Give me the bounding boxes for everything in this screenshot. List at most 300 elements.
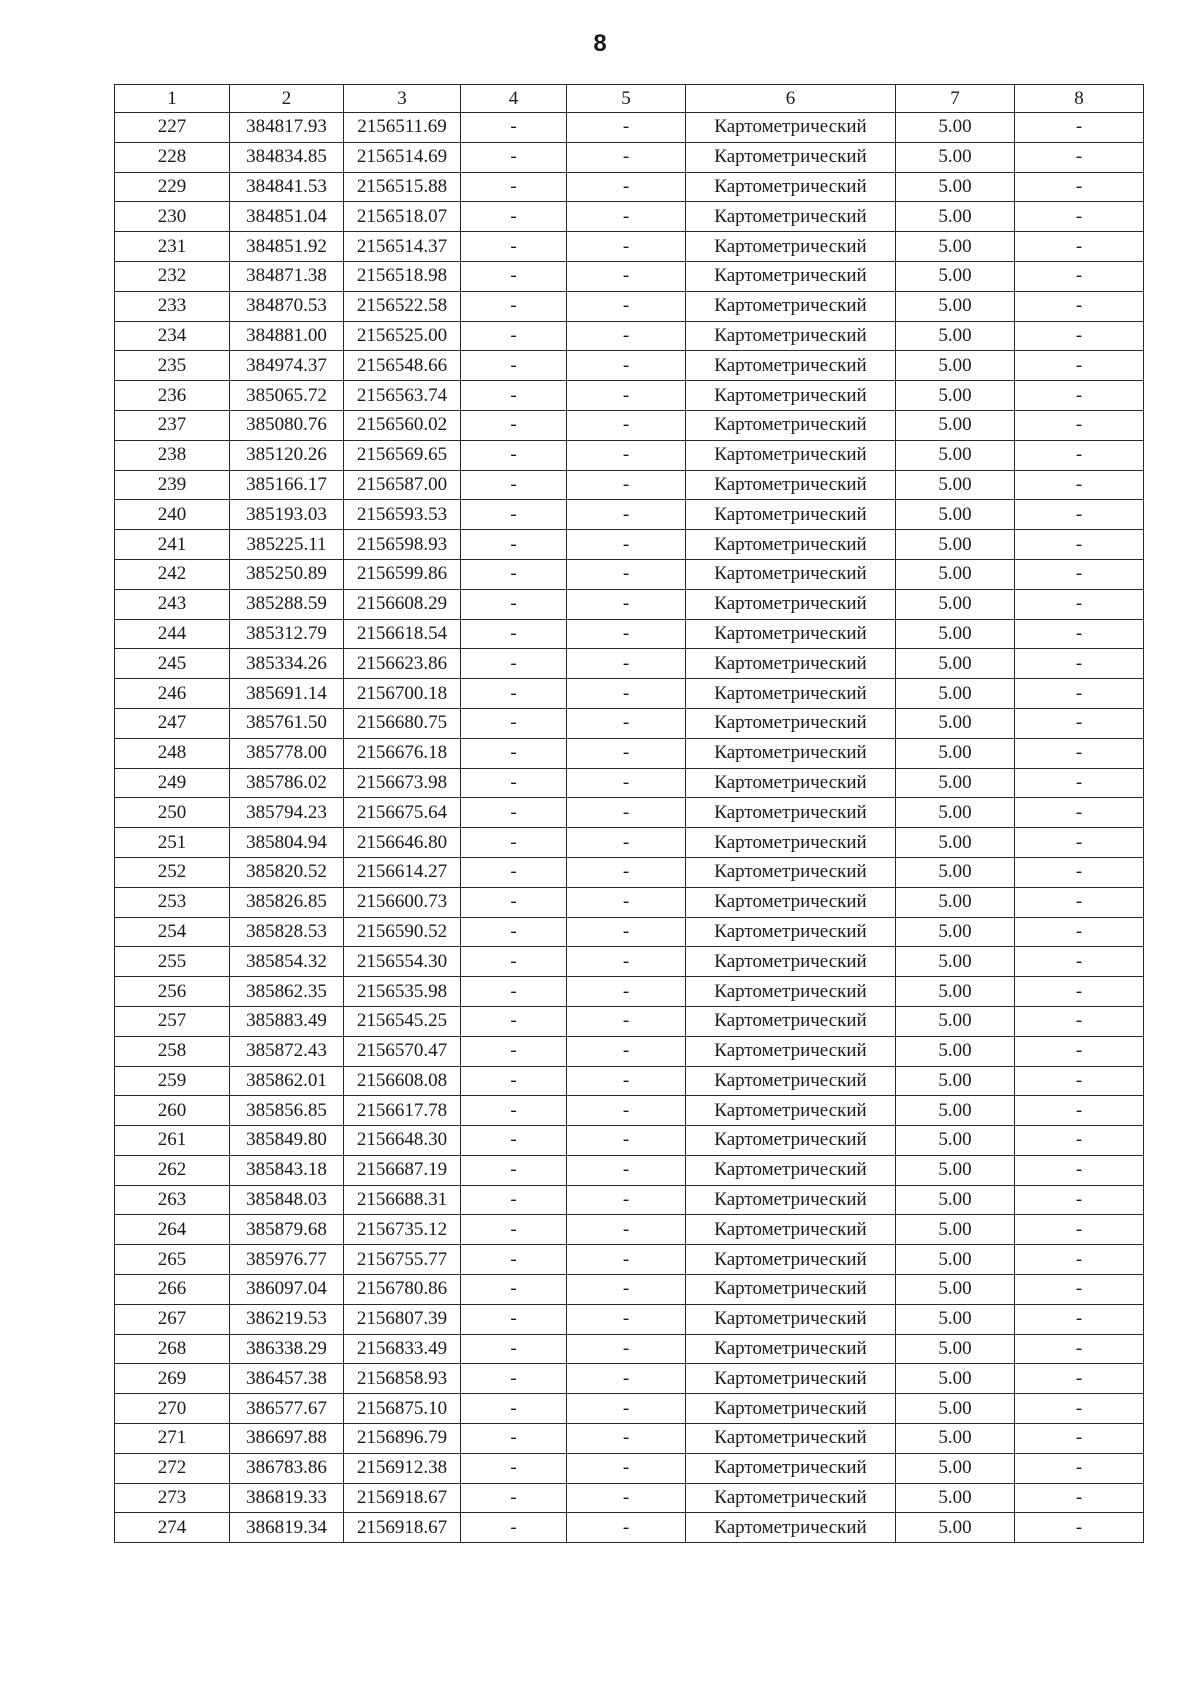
accuracy-cell: 5.00 <box>896 917 1015 947</box>
col5-cell: - <box>567 1185 686 1215</box>
y-coordinate-cell: 2156735.12 <box>344 1215 461 1245</box>
column-header: 3 <box>344 85 461 113</box>
method-cell: Картометрический <box>686 321 896 351</box>
x-coordinate-cell: 385250.89 <box>230 559 344 589</box>
y-coordinate-cell: 2156608.29 <box>344 589 461 619</box>
y-coordinate-cell: 2156617.78 <box>344 1096 461 1126</box>
point-number-cell: 267 <box>115 1304 230 1334</box>
x-coordinate-cell: 385848.03 <box>230 1185 344 1215</box>
table-row <box>115 1096 1144 1126</box>
col8-cell: - <box>1015 172 1144 202</box>
point-number-cell: 245 <box>115 649 230 679</box>
col5-cell: - <box>567 1155 686 1185</box>
col5-cell: - <box>567 440 686 470</box>
point-number-cell: 251 <box>115 828 230 858</box>
point-number-cell: 231 <box>115 232 230 262</box>
col5-cell: - <box>567 857 686 887</box>
accuracy-cell: 5.00 <box>896 142 1015 172</box>
col8-cell: - <box>1015 1066 1144 1096</box>
table-row <box>115 828 1144 858</box>
col8-cell: - <box>1015 1424 1144 1454</box>
y-coordinate-cell: 2156807.39 <box>344 1304 461 1334</box>
y-coordinate-cell: 2156688.31 <box>344 1185 461 1215</box>
col8-cell: - <box>1015 381 1144 411</box>
y-coordinate-cell: 2156545.25 <box>344 1006 461 1036</box>
col5-cell: - <box>567 1006 686 1036</box>
col8-cell: - <box>1015 470 1144 500</box>
table-row <box>115 738 1144 768</box>
col5-cell: - <box>567 291 686 321</box>
accuracy-cell: 5.00 <box>896 530 1015 560</box>
point-number-cell: 246 <box>115 679 230 709</box>
col8-cell: - <box>1015 1304 1144 1334</box>
point-number-cell: 261 <box>115 1126 230 1156</box>
col8-cell: - <box>1015 1126 1144 1156</box>
col8-cell: - <box>1015 887 1144 917</box>
point-number-cell: 264 <box>115 1215 230 1245</box>
col4-cell: - <box>461 1394 567 1424</box>
col8-cell: - <box>1015 202 1144 232</box>
point-number-cell: 227 <box>115 113 230 143</box>
point-number-cell: 255 <box>115 947 230 977</box>
col8-cell: - <box>1015 1245 1144 1275</box>
accuracy-cell: 5.00 <box>896 261 1015 291</box>
table-row <box>115 142 1144 172</box>
x-coordinate-cell: 385849.80 <box>230 1126 344 1156</box>
method-cell: Картометрический <box>686 1245 896 1275</box>
col4-cell: - <box>461 1066 567 1096</box>
y-coordinate-cell: 2156548.66 <box>344 351 461 381</box>
col8-cell: - <box>1015 917 1144 947</box>
table-row <box>115 410 1144 440</box>
y-coordinate-cell: 2156563.74 <box>344 381 461 411</box>
col4-cell: - <box>461 232 567 262</box>
accuracy-cell: 5.00 <box>896 113 1015 143</box>
x-coordinate-cell: 385856.85 <box>230 1096 344 1126</box>
x-coordinate-cell: 385778.00 <box>230 738 344 768</box>
col5-cell: - <box>567 1066 686 1096</box>
y-coordinate-cell: 2156514.37 <box>344 232 461 262</box>
table-row <box>115 619 1144 649</box>
x-coordinate-cell: 385976.77 <box>230 1245 344 1275</box>
col8-cell: - <box>1015 768 1144 798</box>
x-coordinate-cell: 385786.02 <box>230 768 344 798</box>
col4-cell: - <box>461 1334 567 1364</box>
col5-cell: - <box>567 470 686 500</box>
col4-cell: - <box>461 649 567 679</box>
x-coordinate-cell: 385843.18 <box>230 1155 344 1185</box>
col5-cell: - <box>567 1096 686 1126</box>
x-coordinate-cell: 385862.01 <box>230 1066 344 1096</box>
column-header: 7 <box>896 85 1015 113</box>
y-coordinate-cell: 2156522.58 <box>344 291 461 321</box>
col8-cell: - <box>1015 649 1144 679</box>
point-number-cell: 229 <box>115 172 230 202</box>
col4-cell: - <box>461 619 567 649</box>
table-row <box>115 1483 1144 1513</box>
col5-cell: - <box>567 113 686 143</box>
table-row <box>115 500 1144 530</box>
col8-cell: - <box>1015 1334 1144 1364</box>
point-number-cell: 266 <box>115 1275 230 1305</box>
accuracy-cell: 5.00 <box>896 589 1015 619</box>
point-number-cell: 268 <box>115 1334 230 1364</box>
col4-cell: - <box>461 559 567 589</box>
col4-cell: - <box>461 1513 567 1543</box>
accuracy-cell: 5.00 <box>896 857 1015 887</box>
x-coordinate-cell: 385761.50 <box>230 708 344 738</box>
point-number-cell: 232 <box>115 261 230 291</box>
col5-cell: - <box>567 768 686 798</box>
col8-cell: - <box>1015 1006 1144 1036</box>
x-coordinate-cell: 385862.35 <box>230 977 344 1007</box>
col5-cell: - <box>567 500 686 530</box>
accuracy-cell: 5.00 <box>896 1453 1015 1483</box>
col8-cell: - <box>1015 977 1144 1007</box>
accuracy-cell: 5.00 <box>896 1513 1015 1543</box>
method-cell: Картометрический <box>686 1215 896 1245</box>
table-row <box>115 947 1144 977</box>
x-coordinate-cell: 386697.88 <box>230 1424 344 1454</box>
method-cell: Картометрический <box>686 1364 896 1394</box>
method-cell: Картометрический <box>686 261 896 291</box>
method-cell: Картометрический <box>686 381 896 411</box>
accuracy-cell: 5.00 <box>896 977 1015 1007</box>
method-cell: Картометрический <box>686 351 896 381</box>
point-number-cell: 239 <box>115 470 230 500</box>
method-cell: Картометрический <box>686 1036 896 1066</box>
col8-cell: - <box>1015 530 1144 560</box>
table-row <box>115 977 1144 1007</box>
col5-cell: - <box>567 798 686 828</box>
point-number-cell: 248 <box>115 738 230 768</box>
y-coordinate-cell: 2156875.10 <box>344 1394 461 1424</box>
point-number-cell: 238 <box>115 440 230 470</box>
accuracy-cell: 5.00 <box>896 1155 1015 1185</box>
col5-cell: - <box>567 1036 686 1066</box>
col5-cell: - <box>567 917 686 947</box>
y-coordinate-cell: 2156569.65 <box>344 440 461 470</box>
col8-cell: - <box>1015 1513 1144 1543</box>
method-cell: Картометрический <box>686 530 896 560</box>
col8-cell: - <box>1015 1394 1144 1424</box>
col4-cell: - <box>461 1126 567 1156</box>
x-coordinate-cell: 385288.59 <box>230 589 344 619</box>
col8-cell: - <box>1015 261 1144 291</box>
col5-cell: - <box>567 321 686 351</box>
col5-cell: - <box>567 649 686 679</box>
col8-cell: - <box>1015 142 1144 172</box>
col4-cell: - <box>461 977 567 1007</box>
method-cell: Картометрический <box>686 768 896 798</box>
method-cell: Картометрический <box>686 1096 896 1126</box>
table-row <box>115 261 1144 291</box>
method-cell: Картометрический <box>686 113 896 143</box>
accuracy-cell: 5.00 <box>896 1424 1015 1454</box>
point-number-cell: 272 <box>115 1453 230 1483</box>
col8-cell: - <box>1015 440 1144 470</box>
point-number-cell: 271 <box>115 1424 230 1454</box>
y-coordinate-cell: 2156600.73 <box>344 887 461 917</box>
method-cell: Картометрический <box>686 708 896 738</box>
x-coordinate-cell: 385225.11 <box>230 530 344 560</box>
table-row <box>115 768 1144 798</box>
y-coordinate-cell: 2156755.77 <box>344 1245 461 1275</box>
x-coordinate-cell: 386338.29 <box>230 1334 344 1364</box>
table-row <box>115 1453 1144 1483</box>
accuracy-cell: 5.00 <box>896 500 1015 530</box>
accuracy-cell: 5.00 <box>896 679 1015 709</box>
point-number-cell: 241 <box>115 530 230 560</box>
y-coordinate-cell: 2156896.79 <box>344 1424 461 1454</box>
table-row <box>115 1155 1144 1185</box>
col5-cell: - <box>567 1126 686 1156</box>
col4-cell: - <box>461 530 567 560</box>
point-number-cell: 273 <box>115 1483 230 1513</box>
x-coordinate-cell: 385691.14 <box>230 679 344 709</box>
method-cell: Картометрический <box>686 798 896 828</box>
method-cell: Картометрический <box>686 559 896 589</box>
accuracy-cell: 5.00 <box>896 1066 1015 1096</box>
accuracy-cell: 5.00 <box>896 828 1015 858</box>
col4-cell: - <box>461 202 567 232</box>
col4-cell: - <box>461 142 567 172</box>
accuracy-cell: 5.00 <box>896 798 1015 828</box>
table-row <box>115 291 1144 321</box>
col5-cell: - <box>567 172 686 202</box>
x-coordinate-cell: 385872.43 <box>230 1036 344 1066</box>
y-coordinate-cell: 2156614.27 <box>344 857 461 887</box>
col5-cell: - <box>567 589 686 619</box>
method-cell: Картометрический <box>686 291 896 321</box>
col5-cell: - <box>567 1334 686 1364</box>
y-coordinate-cell: 2156570.47 <box>344 1036 461 1066</box>
y-coordinate-cell: 2156518.98 <box>344 261 461 291</box>
method-cell: Картометрический <box>686 1126 896 1156</box>
col8-cell: - <box>1015 679 1144 709</box>
y-coordinate-cell: 2156675.64 <box>344 798 461 828</box>
col8-cell: - <box>1015 738 1144 768</box>
y-coordinate-cell: 2156514.69 <box>344 142 461 172</box>
col5-cell: - <box>567 1215 686 1245</box>
coordinates-table <box>114 84 1144 1543</box>
y-coordinate-cell: 2156680.75 <box>344 708 461 738</box>
accuracy-cell: 5.00 <box>896 768 1015 798</box>
accuracy-cell: 5.00 <box>896 1275 1015 1305</box>
y-coordinate-cell: 2156554.30 <box>344 947 461 977</box>
column-header: 6 <box>686 85 896 113</box>
x-coordinate-cell: 385334.26 <box>230 649 344 679</box>
method-cell: Картометрический <box>686 887 896 917</box>
col5-cell: - <box>567 1275 686 1305</box>
table-row <box>115 1006 1144 1036</box>
col8-cell: - <box>1015 559 1144 589</box>
point-number-cell: 249 <box>115 768 230 798</box>
col4-cell: - <box>461 470 567 500</box>
column-header: 4 <box>461 85 567 113</box>
col5-cell: - <box>567 977 686 1007</box>
col4-cell: - <box>461 828 567 858</box>
x-coordinate-cell: 385883.49 <box>230 1006 344 1036</box>
y-coordinate-cell: 2156590.52 <box>344 917 461 947</box>
method-cell: Картометрический <box>686 1006 896 1036</box>
point-number-cell: 234 <box>115 321 230 351</box>
col4-cell: - <box>461 708 567 738</box>
col8-cell: - <box>1015 1453 1144 1483</box>
col5-cell: - <box>567 1424 686 1454</box>
method-cell: Картометрический <box>686 1155 896 1185</box>
point-number-cell: 270 <box>115 1394 230 1424</box>
point-number-cell: 235 <box>115 351 230 381</box>
x-coordinate-cell: 386577.67 <box>230 1394 344 1424</box>
table-row <box>115 559 1144 589</box>
col4-cell: - <box>461 1215 567 1245</box>
point-number-cell: 259 <box>115 1066 230 1096</box>
col8-cell: - <box>1015 1364 1144 1394</box>
accuracy-cell: 5.00 <box>896 321 1015 351</box>
col4-cell: - <box>461 1275 567 1305</box>
table-row <box>115 232 1144 262</box>
accuracy-cell: 5.00 <box>896 1006 1015 1036</box>
col4-cell: - <box>461 1096 567 1126</box>
accuracy-cell: 5.00 <box>896 381 1015 411</box>
accuracy-cell: 5.00 <box>896 1126 1015 1156</box>
col4-cell: - <box>461 113 567 143</box>
method-cell: Картометрический <box>686 828 896 858</box>
method-cell: Картометрический <box>686 619 896 649</box>
table-row <box>115 1215 1144 1245</box>
table-row <box>115 321 1144 351</box>
table-row <box>115 1126 1144 1156</box>
col5-cell: - <box>567 410 686 440</box>
x-coordinate-cell: 386097.04 <box>230 1275 344 1305</box>
x-coordinate-cell: 385794.23 <box>230 798 344 828</box>
accuracy-cell: 5.00 <box>896 1036 1015 1066</box>
method-cell: Картометрический <box>686 1334 896 1364</box>
table-row <box>115 202 1144 232</box>
point-number-cell: 230 <box>115 202 230 232</box>
col4-cell: - <box>461 887 567 917</box>
col4-cell: - <box>461 381 567 411</box>
x-coordinate-cell: 386457.38 <box>230 1364 344 1394</box>
x-coordinate-cell: 385166.17 <box>230 470 344 500</box>
table-row <box>115 1036 1144 1066</box>
table-row <box>115 351 1144 381</box>
point-number-cell: 240 <box>115 500 230 530</box>
col4-cell: - <box>461 1483 567 1513</box>
col5-cell: - <box>567 381 686 411</box>
point-number-cell: 236 <box>115 381 230 411</box>
accuracy-cell: 5.00 <box>896 1304 1015 1334</box>
table-row <box>115 1424 1144 1454</box>
col8-cell: - <box>1015 708 1144 738</box>
y-coordinate-cell: 2156525.00 <box>344 321 461 351</box>
col5-cell: - <box>567 1364 686 1394</box>
table-row <box>115 917 1144 947</box>
y-coordinate-cell: 2156687.19 <box>344 1155 461 1185</box>
col4-cell: - <box>461 1453 567 1483</box>
col8-cell: - <box>1015 1155 1144 1185</box>
column-header: 5 <box>567 85 686 113</box>
col5-cell: - <box>567 1304 686 1334</box>
y-coordinate-cell: 2156618.54 <box>344 619 461 649</box>
accuracy-cell: 5.00 <box>896 1483 1015 1513</box>
method-cell: Картометрический <box>686 649 896 679</box>
accuracy-cell: 5.00 <box>896 619 1015 649</box>
point-number-cell: 244 <box>115 619 230 649</box>
point-number-cell: 247 <box>115 708 230 738</box>
col4-cell: - <box>461 1304 567 1334</box>
x-coordinate-cell: 384834.85 <box>230 142 344 172</box>
point-number-cell: 256 <box>115 977 230 1007</box>
table-row <box>115 381 1144 411</box>
accuracy-cell: 5.00 <box>896 708 1015 738</box>
table-row <box>115 1066 1144 1096</box>
col5-cell: - <box>567 142 686 172</box>
col5-cell: - <box>567 738 686 768</box>
column-header: 8 <box>1015 85 1144 113</box>
method-cell: Картометрический <box>686 977 896 1007</box>
x-coordinate-cell: 384871.38 <box>230 261 344 291</box>
x-coordinate-cell: 384817.93 <box>230 113 344 143</box>
accuracy-cell: 5.00 <box>896 649 1015 679</box>
method-cell: Картометрический <box>686 1066 896 1096</box>
accuracy-cell: 5.00 <box>896 887 1015 917</box>
col4-cell: - <box>461 172 567 202</box>
x-coordinate-cell: 385065.72 <box>230 381 344 411</box>
y-coordinate-cell: 2156511.69 <box>344 113 461 143</box>
col4-cell: - <box>461 679 567 709</box>
point-number-cell: 263 <box>115 1185 230 1215</box>
point-number-cell: 274 <box>115 1513 230 1543</box>
x-coordinate-cell: 385826.85 <box>230 887 344 917</box>
col5-cell: - <box>567 261 686 291</box>
y-coordinate-cell: 2156918.67 <box>344 1513 461 1543</box>
col8-cell: - <box>1015 1483 1144 1513</box>
col5-cell: - <box>567 1245 686 1275</box>
method-cell: Картометрический <box>686 410 896 440</box>
col8-cell: - <box>1015 291 1144 321</box>
col5-cell: - <box>567 887 686 917</box>
table-row <box>115 589 1144 619</box>
accuracy-cell: 5.00 <box>896 232 1015 262</box>
method-cell: Картометрический <box>686 1424 896 1454</box>
y-coordinate-cell: 2156515.88 <box>344 172 461 202</box>
col4-cell: - <box>461 768 567 798</box>
x-coordinate-cell: 384974.37 <box>230 351 344 381</box>
table-row <box>115 1275 1144 1305</box>
point-number-cell: 228 <box>115 142 230 172</box>
point-number-cell: 269 <box>115 1364 230 1394</box>
method-cell: Картометрический <box>686 202 896 232</box>
y-coordinate-cell: 2156646.80 <box>344 828 461 858</box>
method-cell: Картометрический <box>686 172 896 202</box>
col4-cell: - <box>461 410 567 440</box>
col4-cell: - <box>461 500 567 530</box>
col8-cell: - <box>1015 947 1144 977</box>
method-cell: Картометрический <box>686 470 896 500</box>
method-cell: Картометрический <box>686 738 896 768</box>
y-coordinate-cell: 2156912.38 <box>344 1453 461 1483</box>
table-row <box>115 1364 1144 1394</box>
x-coordinate-cell: 384841.53 <box>230 172 344 202</box>
table-row <box>115 649 1144 679</box>
accuracy-cell: 5.00 <box>896 470 1015 500</box>
col8-cell: - <box>1015 232 1144 262</box>
y-coordinate-cell: 2156593.53 <box>344 500 461 530</box>
col8-cell: - <box>1015 1275 1144 1305</box>
col8-cell: - <box>1015 1215 1144 1245</box>
